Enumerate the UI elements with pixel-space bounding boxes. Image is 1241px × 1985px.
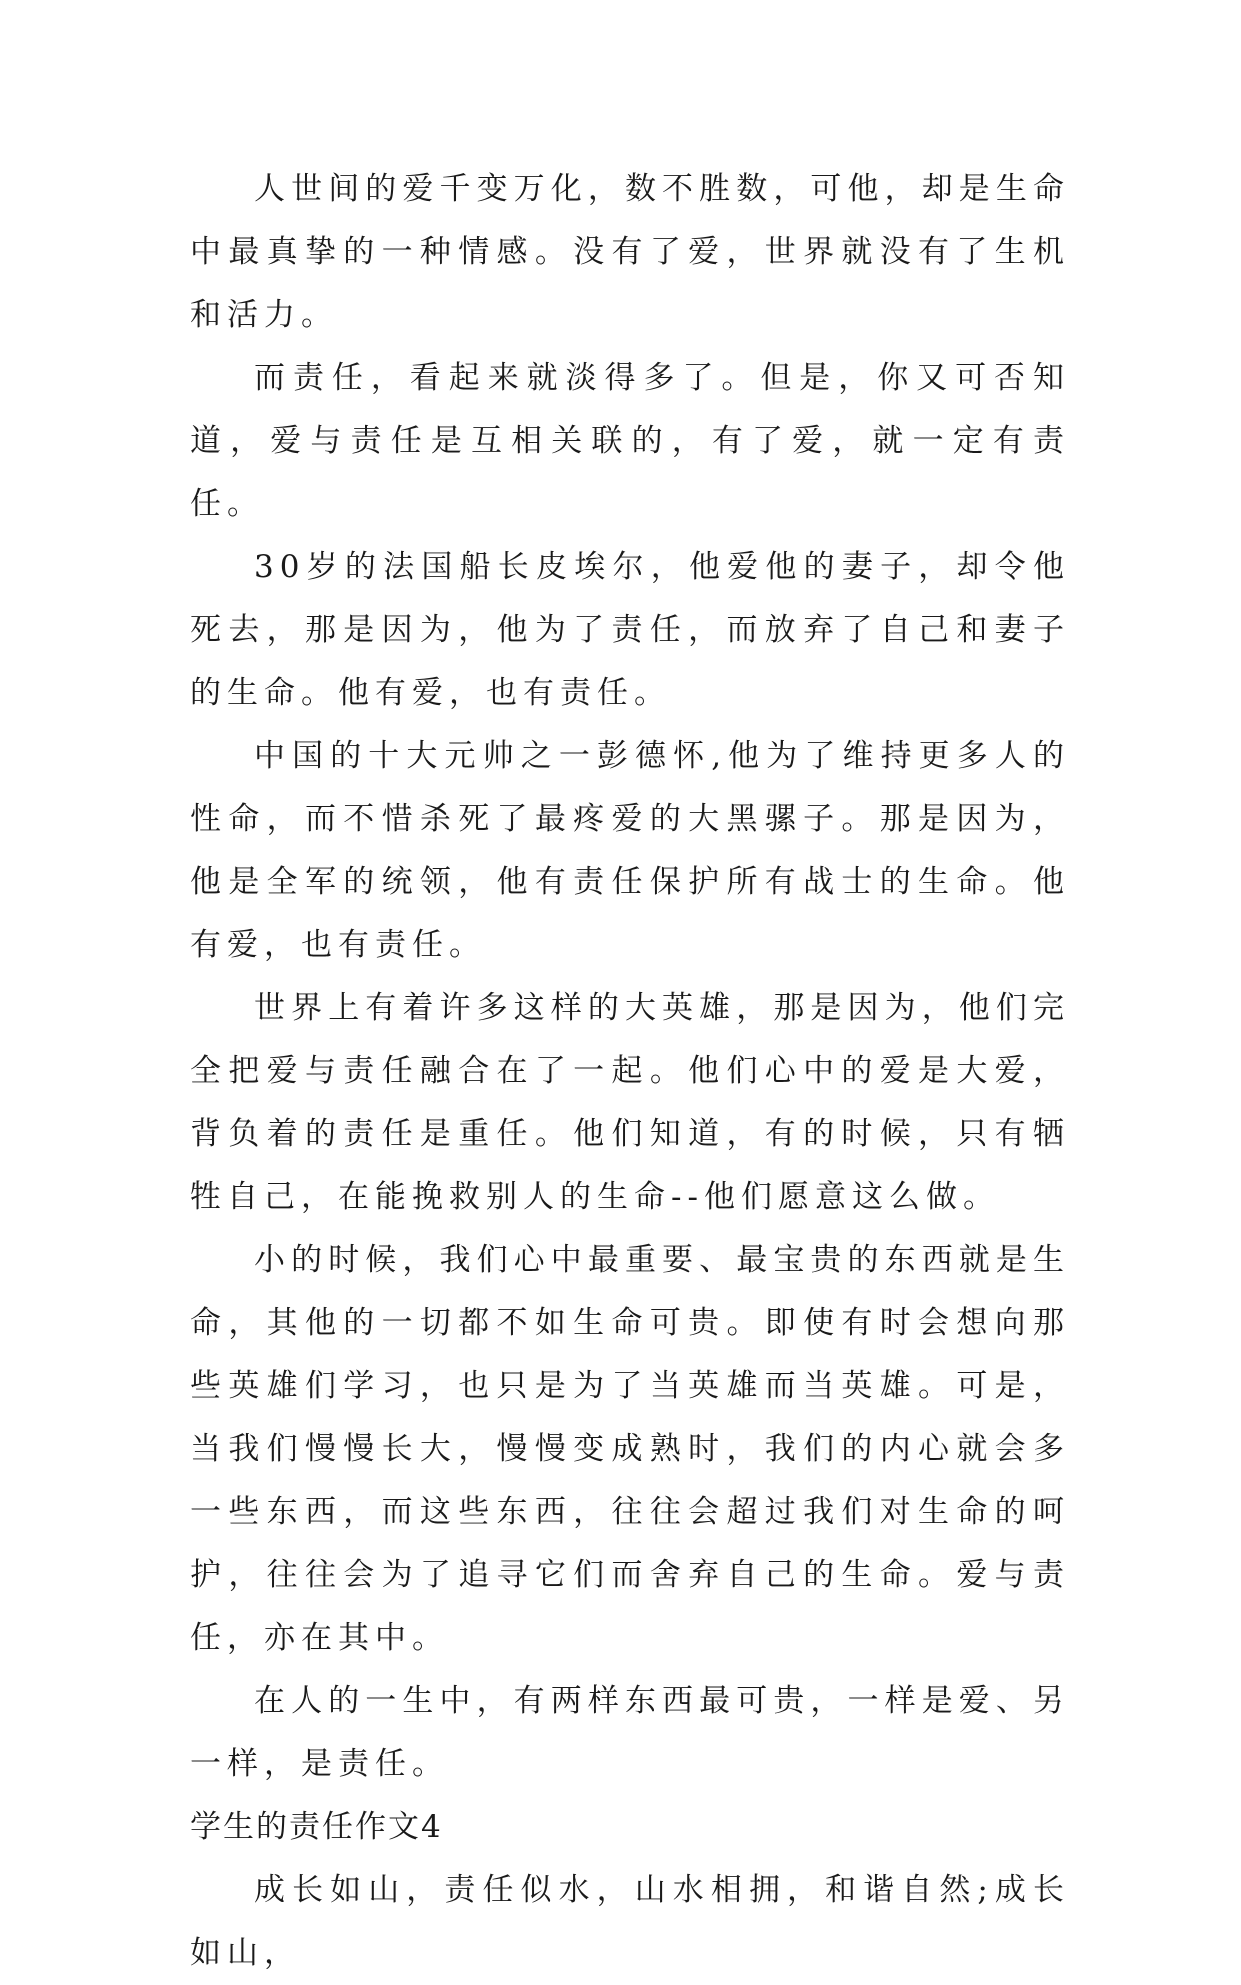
section-heading: 学生的责任作文4 [190, 1809, 443, 1845]
paragraph: 中国的十大元帅之一彭德怀,他为了维持更多人的性命，而不惜杀死了最疼爱的大黑骡子。那是因为，他是全军的统领，他有责任保护所有战士的生命。他有爱，也有责任。 [190, 738, 1070, 963]
paragraph: 30岁的法国船长皮埃尔，他爱他的妻子，却令他死去，那是因为，他为了责任，而放弃了自己和妻子的生命。他有爱，也有责任。 [190, 549, 1070, 711]
paragraph: 人世间的爱千变万化，数不胜数，可他，却是生命中最真挚的一种情感。没有了爱，世界就没有了生机和活力。 [190, 171, 1070, 333]
paragraph: 小的时候，我们心中最重要、最宝贵的东西就是生命，其他的一切都不如生命可贵。即使有时会想向那些英雄们学习，也只是为了当英雄而当英雄。可是，当我们慢慢长大，慢慢变成熟时，我们的内心就会多一些东西，而这些东西，往往会超过我们对生命的呵护，往往会为了追寻它们而舍弃自己的生命。爱与责任，亦在其中。 [190, 1242, 1070, 1656]
paragraph: 在人的一生中，有两样东西最可贵，一样是爱、另一样，是责任。 [190, 1683, 1070, 1782]
paragraph: 成长如山，责任似水，山水相拥，和谐自然;成长如山， [190, 1872, 1070, 1971]
paragraph: 而责任，看起来就淡得多了。但是，你又可否知道，爱与责任是互相关联的，有了爱，就一定有责任。 [190, 360, 1070, 522]
paragraph: 世界上有着许多这样的大英雄，那是因为，他们完全把爱与责任融合在了一起。他们心中的爱是大爱，背负着的责任是重任。他们知道，有的时候，只有牺牲自己，在能挽救别人的生命--他们愿意这么做。 [190, 990, 1070, 1215]
document-body [190, 158, 1070, 1985]
